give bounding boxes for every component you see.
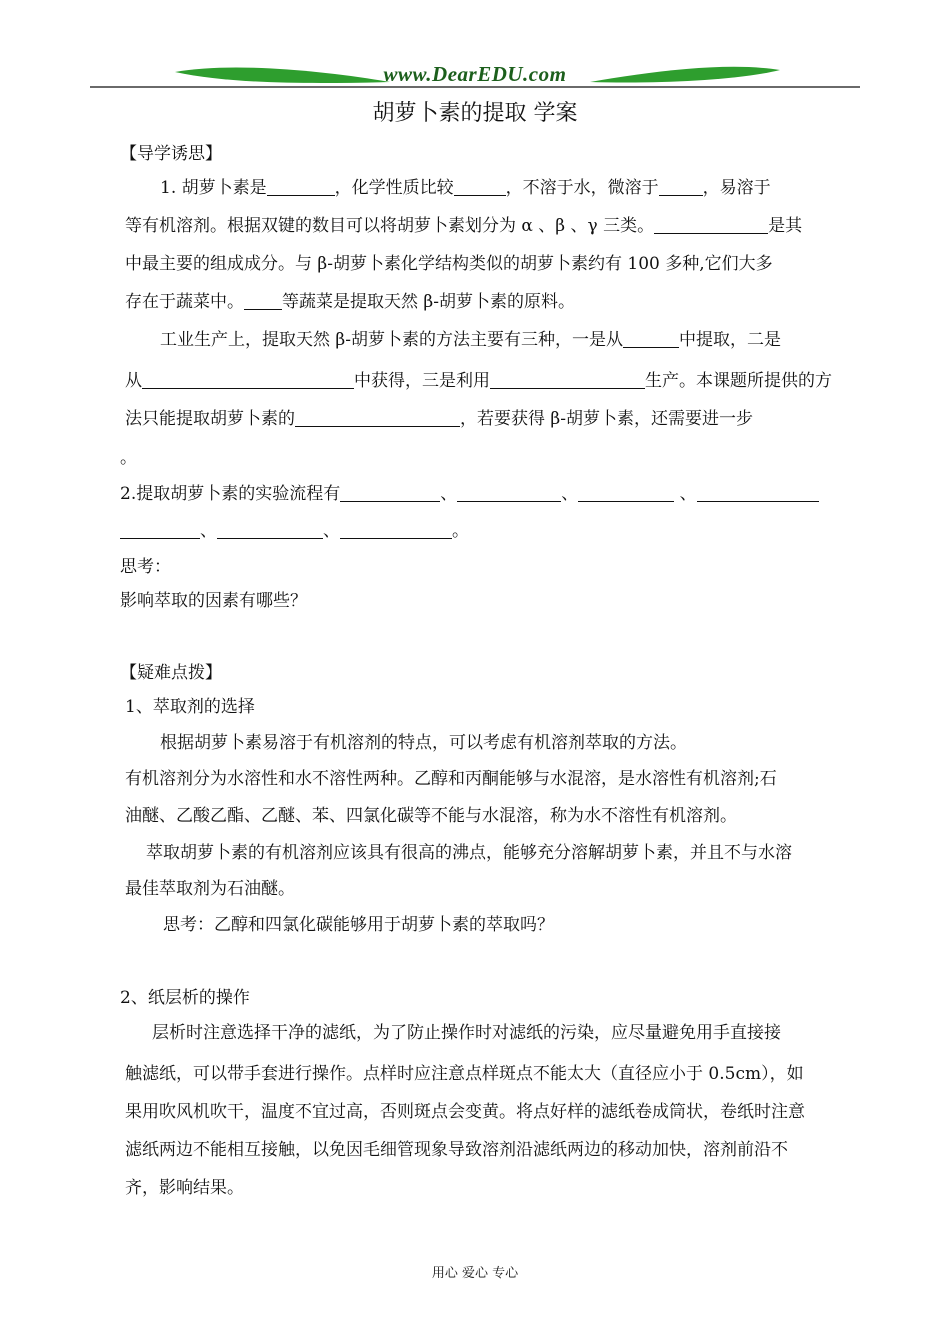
fill-blank[interactable] (457, 483, 561, 502)
text: 2.提取胡萝卜素的实验流程有 (120, 484, 341, 504)
section1-heading: 【导学诱思】 (120, 144, 222, 164)
fill-blank[interactable] (659, 177, 703, 196)
sub1-line5: 最佳萃取剂为石油醚。 (125, 879, 295, 899)
fill-blank[interactable] (295, 408, 460, 427)
fill-blank[interactable] (340, 520, 452, 539)
text: 生产。本课题所提供的方 (645, 371, 832, 391)
para2-line3 (125, 407, 753, 431)
subsection1-title: 1、萃取剂的选择 (125, 697, 255, 717)
separator: 、 (323, 521, 340, 541)
text: ，易溶于 (702, 178, 771, 198)
subsection2-title: 2、纸层析的操作 (120, 988, 250, 1008)
para1-line1 (160, 176, 771, 200)
sub1-line2: 有机溶剂分为水溶性和水不溶性两种。乙醇和丙酮能够与水混溶，是水溶性有机溶剂;石 (125, 769, 777, 789)
text: 工业生产上，提取天然 β-胡萝卜素的方法主要有三种，一是从 (160, 330, 623, 350)
sub2-line1: 层析时注意选择干净的滤纸，为了防止操作时对滤纸的污染，应尽量避免用手直接接 (152, 1023, 781, 1043)
separator: 、 (561, 484, 579, 504)
para2-line2 (125, 369, 832, 393)
sub1-line3: 油醚、乙酸乙酯、乙醚、苯、四氯化碳等不能与水混溶，称为水不溶性有机溶剂。 (125, 806, 737, 826)
think-question: 影响萃取的因素有哪些？ (120, 591, 307, 611)
fill-blank[interactable] (267, 177, 335, 196)
end-mark: 。 (452, 521, 469, 541)
section2-heading: 【疑难点拨】 (120, 663, 222, 683)
fill-blank[interactable] (697, 483, 819, 502)
fill-blank[interactable] (217, 520, 323, 539)
site-logo-text[interactable]: www.DearEDU.com (383, 62, 567, 86)
question2-line2 (120, 519, 469, 543)
para1-line3: 中最主要的组成成分。与 β-胡萝卜素化学结构类似的胡萝卜素约有 100 多种,它们大多 (125, 254, 773, 274)
fill-blank[interactable] (454, 177, 506, 196)
separator: 、 (200, 521, 217, 541)
text: 等蔬菜是提取天然 β-胡萝卜素的原料。 (282, 292, 575, 312)
page-title: 胡萝卜素的提取 学案 (372, 101, 578, 126)
think-label: 思考： (120, 557, 171, 577)
fill-blank[interactable] (490, 370, 645, 389)
fill-blank[interactable] (578, 483, 674, 502)
fill-blank[interactable] (654, 215, 768, 234)
para2-line4: 。 (120, 448, 137, 468)
text: ，不溶于水，微溶于 (505, 178, 659, 198)
text: 存在于蔬菜中。 (125, 292, 244, 312)
text: 法只能提取胡萝卜素的 (125, 409, 295, 429)
text: 等有机溶剂。根据双键的数目可以将胡萝卜素划分为 α 、β 、γ 三类。 (125, 216, 655, 236)
page-footer: 用心 爱心 专心 (431, 1266, 519, 1281)
fill-blank[interactable] (142, 370, 354, 389)
sub2-line3: 果用吹风机吹干，温度不宜过高，否则斑点会变黄。将点好样的滤纸卷成筒状，卷纸时注意 (125, 1102, 805, 1122)
text: ，若要获得 β-胡萝卜素，还需要进一步 (460, 409, 753, 429)
fill-blank[interactable] (623, 329, 679, 348)
text: 中提取，二是 (678, 330, 781, 350)
text: 中获得，三是利用 (354, 371, 490, 391)
question2-line1 (120, 482, 819, 506)
text: 从 (125, 371, 142, 391)
sub2-line2: 触滤纸，可以带手套进行操作。点样时应注意点样斑点不能太大（直径应小于 0.5cm），如 (125, 1064, 804, 1084)
sub2-line5: 齐，影响结果。 (125, 1178, 244, 1198)
separator: 、 (440, 484, 458, 504)
sub1-line4: 萃取胡萝卜素的有机溶剂应该具有很高的沸点，能够充分溶解胡萝卜素，并且不与水溶 (146, 843, 792, 863)
fill-blank[interactable] (120, 520, 200, 539)
separator: 、 (674, 484, 697, 504)
fill-blank[interactable] (244, 291, 282, 310)
sub1-line1: 根据胡萝卜素易溶于有机溶剂的特点，可以考虑有机溶剂萃取的方法。 (160, 733, 687, 753)
site-header (90, 58, 860, 94)
fill-blank[interactable] (340, 483, 440, 502)
text: 是其 (768, 216, 803, 236)
sub1-line6: 思考：乙醇和四氯化碳能够用于胡萝卜素的萃取吗？ (163, 915, 554, 935)
text: 1. 胡萝卜素是 (160, 178, 267, 198)
para1-line4 (125, 290, 575, 314)
text: ，化学性质比较 (334, 178, 454, 198)
para1-line2 (125, 214, 802, 238)
para2-line1 (160, 328, 781, 352)
sub2-line4: 滤纸两边不能相互接触，以免因毛细管现象导致溶剂沿滤纸两边的移动加快，溶剂前沿不 (125, 1140, 788, 1160)
